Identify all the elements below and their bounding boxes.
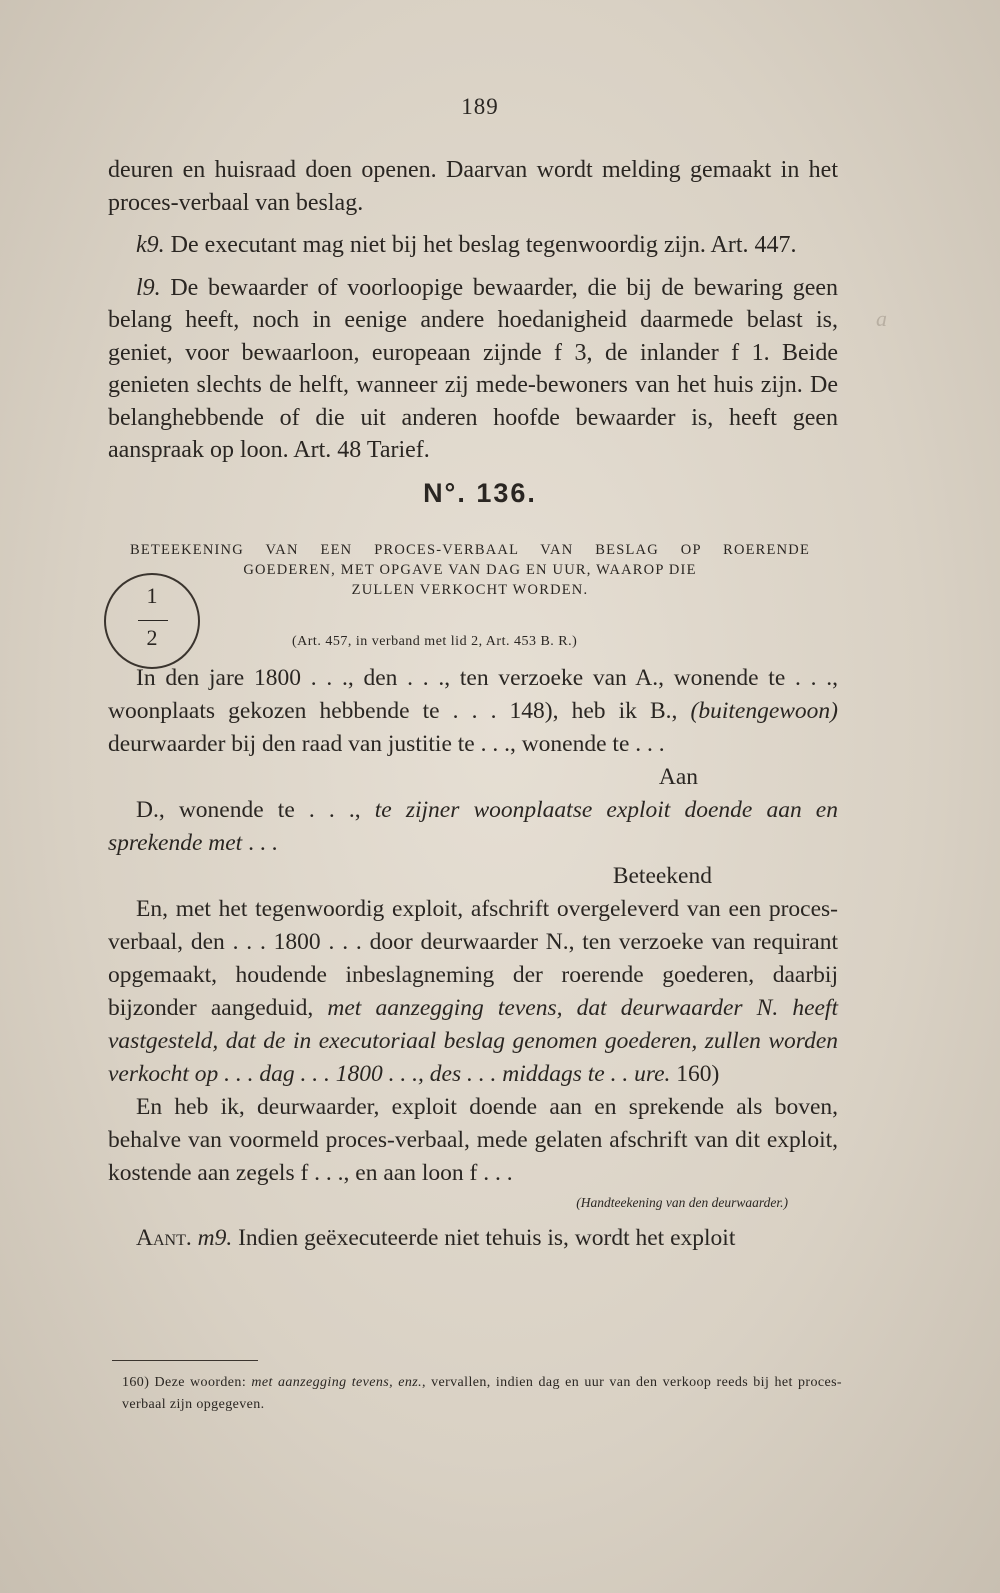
footnote-rule — [112, 1360, 258, 1361]
annotation-letter: m9. — [197, 1225, 233, 1251]
deed-paragraph-3 — [108, 893, 838, 1091]
section-heading: N°. 136. — [423, 478, 537, 508]
form-title-line-3: ZULLEN VERKOCHT WORDEN. — [351, 582, 589, 598]
signature-note: (Handteekening van den deurwaarder.) — [576, 1195, 788, 1210]
paragraph-k — [108, 229, 838, 262]
paragraph-l-text: De bewaarder of voorloopige bewaarder, die bij de bewaring geen belang heeft, noch in eenige andere hoedanigheid daarmede belast is, geniet, voor bewaarloon, europeaan zijnde f 3, de inlander f 1. Beide genieten slechts de helft, wanneer zij mede-bewoners van het huis zijn. De belanghebbende of die uit anderen hoofde bewaarder is, heeft geen aanspraak op loon. Art. 48 Tarief. — [108, 274, 838, 463]
paragraph-k-text: De executant mag niet bij het beslag tegenwoordig zijn. Art. 447. — [164, 232, 797, 258]
annotation-label: Aant. — [136, 1225, 192, 1251]
deed-beteekend: Beteekend — [612, 863, 712, 889]
paragraph-continuation: deuren en huisraad doen openen. Daarvan wordt melding gemaakt in het proces-verbaal van beslag. — [108, 157, 838, 216]
deed-p1-text-a: In den jare 1800 . . ., den . . ., ten verzoeke van A., wonende te . . ., woonplaats gekozen hebbende te . . . 148), heb ik B., — [108, 665, 838, 724]
footnote-text-b: , vervallen, indien dag en uur van den verkoop reeds bij het proces-verbaal zijn opgegeven. — [122, 1375, 842, 1412]
deed-paragraph-1 — [108, 662, 838, 761]
upper-text-block — [108, 154, 838, 467]
item-letter-k: k9. — [136, 232, 165, 258]
deed-paragraph-2 — [108, 794, 838, 860]
article-reference: (Art. 457, in verband met lid 2, Art. 453 B. R.) — [292, 634, 578, 649]
deed-p2-text-b: . . . — [242, 830, 278, 856]
page-number: 189 — [461, 94, 499, 119]
deed-p2-italic: te zijner woonplaatse exploit doende aan en sprekende met — [108, 797, 838, 856]
footnote-text-a: 160) Deze woorden: — [122, 1375, 252, 1390]
deed-text-block — [108, 662, 838, 1255]
footnote-italic: met aanzegging tevens, enz. — [251, 1375, 422, 1390]
annotation-text: Indien geëxecuteerde niet tehuis is, wordt het exploit — [232, 1225, 736, 1251]
fraction-bar — [138, 620, 168, 621]
deed-p3-text-b: 160) — [670, 1061, 720, 1087]
fraction-denominator: 2 — [146, 625, 158, 650]
deed-p1-text-b: deurwaarder bij den raad van justitie te . . ., wonende te . . . — [108, 731, 665, 757]
margin-mark: a — [876, 306, 887, 331]
deed-paragraph-4: En heb ik, deurwaarder, exploit doende aan en sprekende als boven, behalve van voormeld proces-verbaal, mede gelaten afschrift van dit exploit, kostende aan zegels f . . ., en aan loon f . . . — [108, 1094, 838, 1186]
form-title-line-2: GOEDEREN, MET OPGAVE VAN DAG EN UUR, WAAROP DIE — [243, 562, 697, 578]
deed-p2-text-a: D., wonende te . . ., — [136, 797, 375, 823]
deed-p1-italic: (buitengewoon) — [690, 698, 838, 724]
fraction-numerator: 1 — [146, 583, 158, 608]
fraction-stamp — [104, 573, 200, 669]
footnote — [122, 1372, 842, 1416]
paragraph-l — [108, 272, 838, 467]
annotation-paragraph — [108, 1222, 838, 1255]
form-title-line-1: BETEEKENING VAN EEN PROCES-VERBAAL VAN BESLAG OP ROERENDE — [130, 542, 810, 558]
form-title — [130, 540, 810, 600]
deed-p3-text-a: En, met het tegenwoordig exploit, afschrift overgeleverd van een proces-verbaal, den . . . 1800 . . . door deurwaarder N., ten verzoeke van requirant opgemaakt, houdende inbeslagneming der roerende goederen, daarbij bijzonder aangeduid, — [108, 896, 838, 1021]
item-letter-l: l9. — [136, 274, 161, 301]
deed-aan: Aan — [658, 764, 698, 790]
deed-p3-italic: met aanzegging tevens, dat deurwaarder N. heeft vastgesteld, dat de in executoriaal beslag genomen goederen, zullen worden verkocht op . . . dag . . . 1800 . . ., des . . . middags te . . ure. — [108, 995, 838, 1087]
